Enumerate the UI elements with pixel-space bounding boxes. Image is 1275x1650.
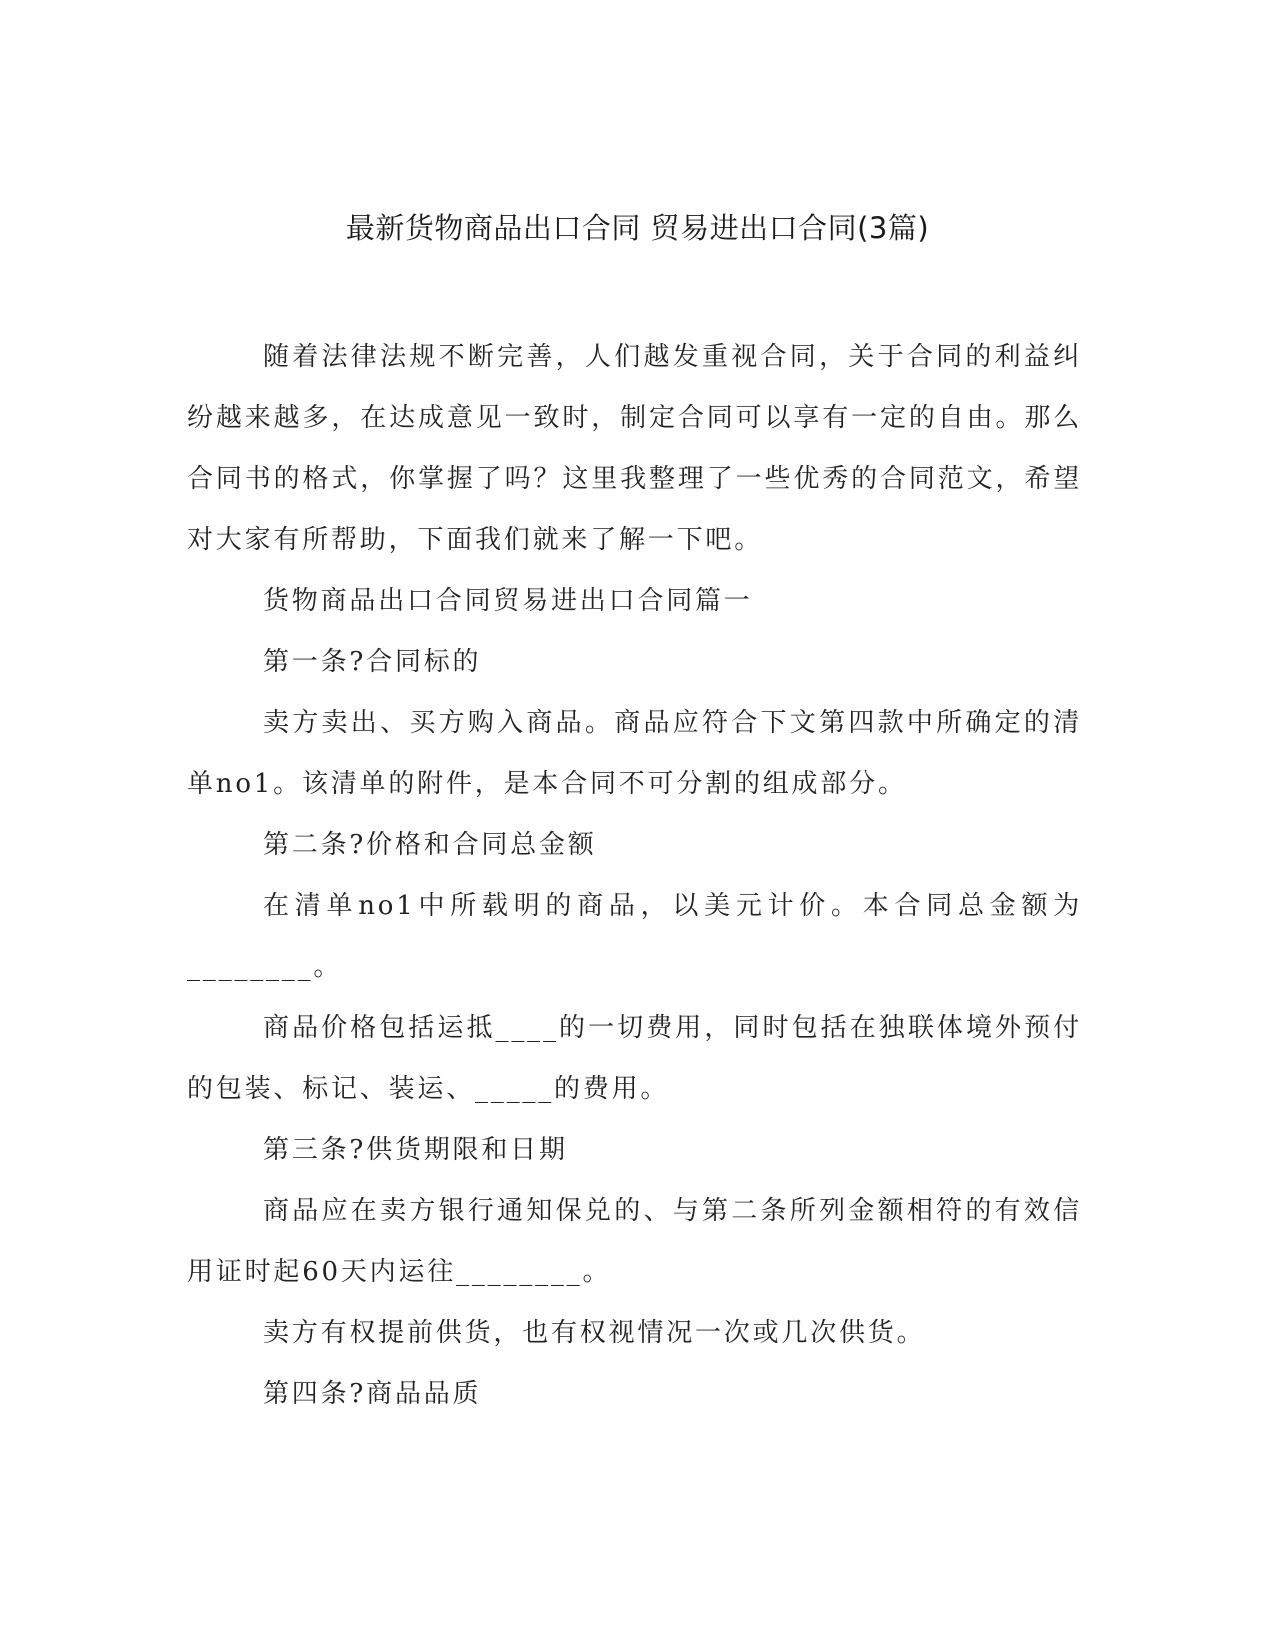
article-1-text: 卖方卖出、买方购入商品。商品应符合下文第四款中所确定的清单no1。该清单的附件，是本合同不可分割的组成部分。 [187, 708, 1082, 799]
document-body [187, 327, 1082, 1425]
article-2-heading: 第二条?价格和合同总金额 [263, 830, 597, 860]
document-title: 最新货物商品出口合同 贸易进出口合同(3篇) [345, 211, 930, 245]
section-heading-part-one: 货物商品出口合同贸易进出口合同篇一 [263, 586, 753, 616]
article-3-text-delivery: 商品应在卖方银行通知保兑的、与第二条所列金额相符的有效信用证时起60天内运往________。 [187, 1196, 1082, 1287]
article-2-text-amount: 在清单no1中所载明的商品，以美元计价。本合同总金额为________。 [187, 891, 1082, 982]
article-2-text-price: 商品价格包括运抵____的一切费用，同时包括在独联体境外预付的包装、标记、装运、_____的费用。 [187, 1013, 1082, 1104]
article-1-heading: 第一条?合同标的 [263, 647, 482, 677]
article-3-text-early: 卖方有权提前供货，也有权视情况一次或几次供货。 [263, 1318, 926, 1348]
intro-paragraph: 随着法律法规不断完善，人们越发重视合同，关于合同的利益纠纷越来越多，在达成意见一致时，制定合同可以享有一定的自由。那么合同书的格式，你掌握了吗？这里我整理了一些优秀的合同范文，希望对大家有所帮助，下面我们就来了解一下吧。 [187, 342, 1082, 555]
article-3-heading: 第三条?供货期限和日期 [263, 1135, 568, 1165]
article-4-heading: 第四条?商品品质 [263, 1379, 482, 1409]
